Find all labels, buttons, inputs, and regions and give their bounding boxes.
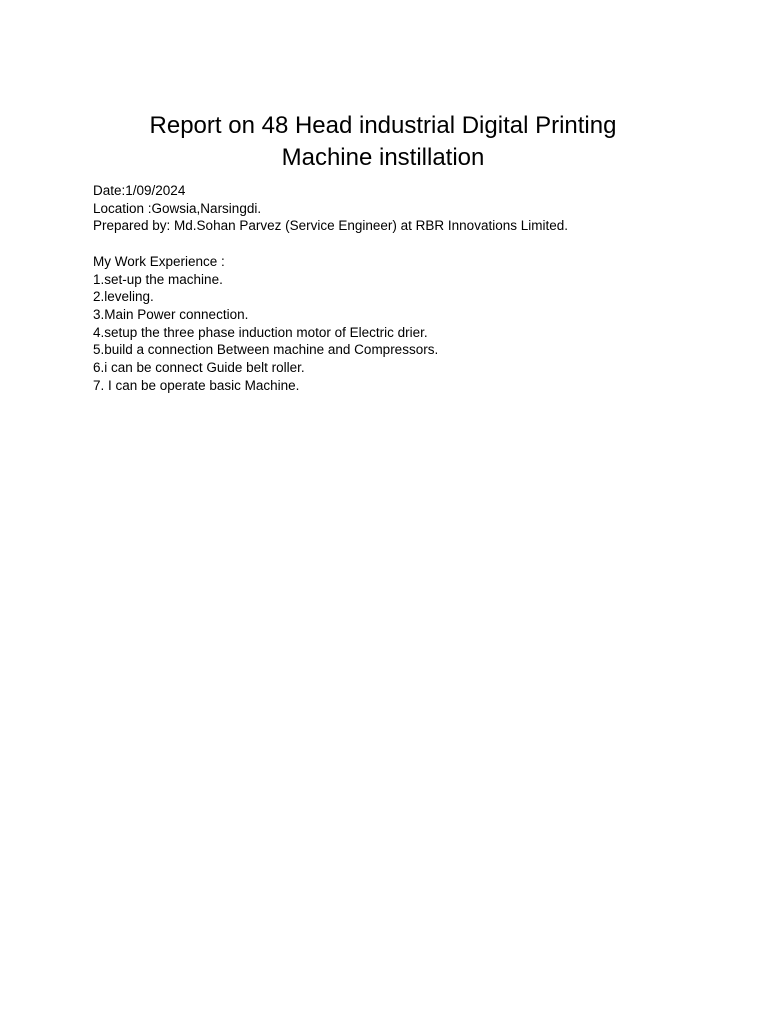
report-title (92, 110, 674, 174)
experience-item-4: 4.setup the three phase induction motor of Electric drier. (93, 324, 428, 340)
report-prepared-by: Prepared by: Md.Sohan Parvez (Service Engineer) at RBR Innovations Limited. (93, 218, 568, 234)
experience-item-6: 6.i can be connect Guide belt roller. (93, 360, 305, 376)
report-body (93, 182, 713, 394)
experience-heading: My Work Experience : (93, 253, 225, 269)
experience-item-3: 3.Main Power connection. (93, 306, 249, 322)
paragraph-spacer (93, 235, 713, 253)
report-date: Date:1/09/2024 (93, 183, 186, 198)
experience-item-2: 2.leveling. (93, 289, 154, 305)
report-title-line-1: Report on 48 Head industrial Digital Printing (149, 112, 617, 139)
report-location: Location :Gowsia,Narsingdi. (93, 200, 262, 216)
report-title-line-2: Machine instillation (281, 144, 485, 171)
experience-item-1: 1.set-up the machine. (93, 271, 223, 287)
experience-item-7: 7. I can be operate basic Machine. (93, 377, 300, 393)
experience-item-5: 5.build a connection Between machine and Compressors. (93, 342, 439, 358)
